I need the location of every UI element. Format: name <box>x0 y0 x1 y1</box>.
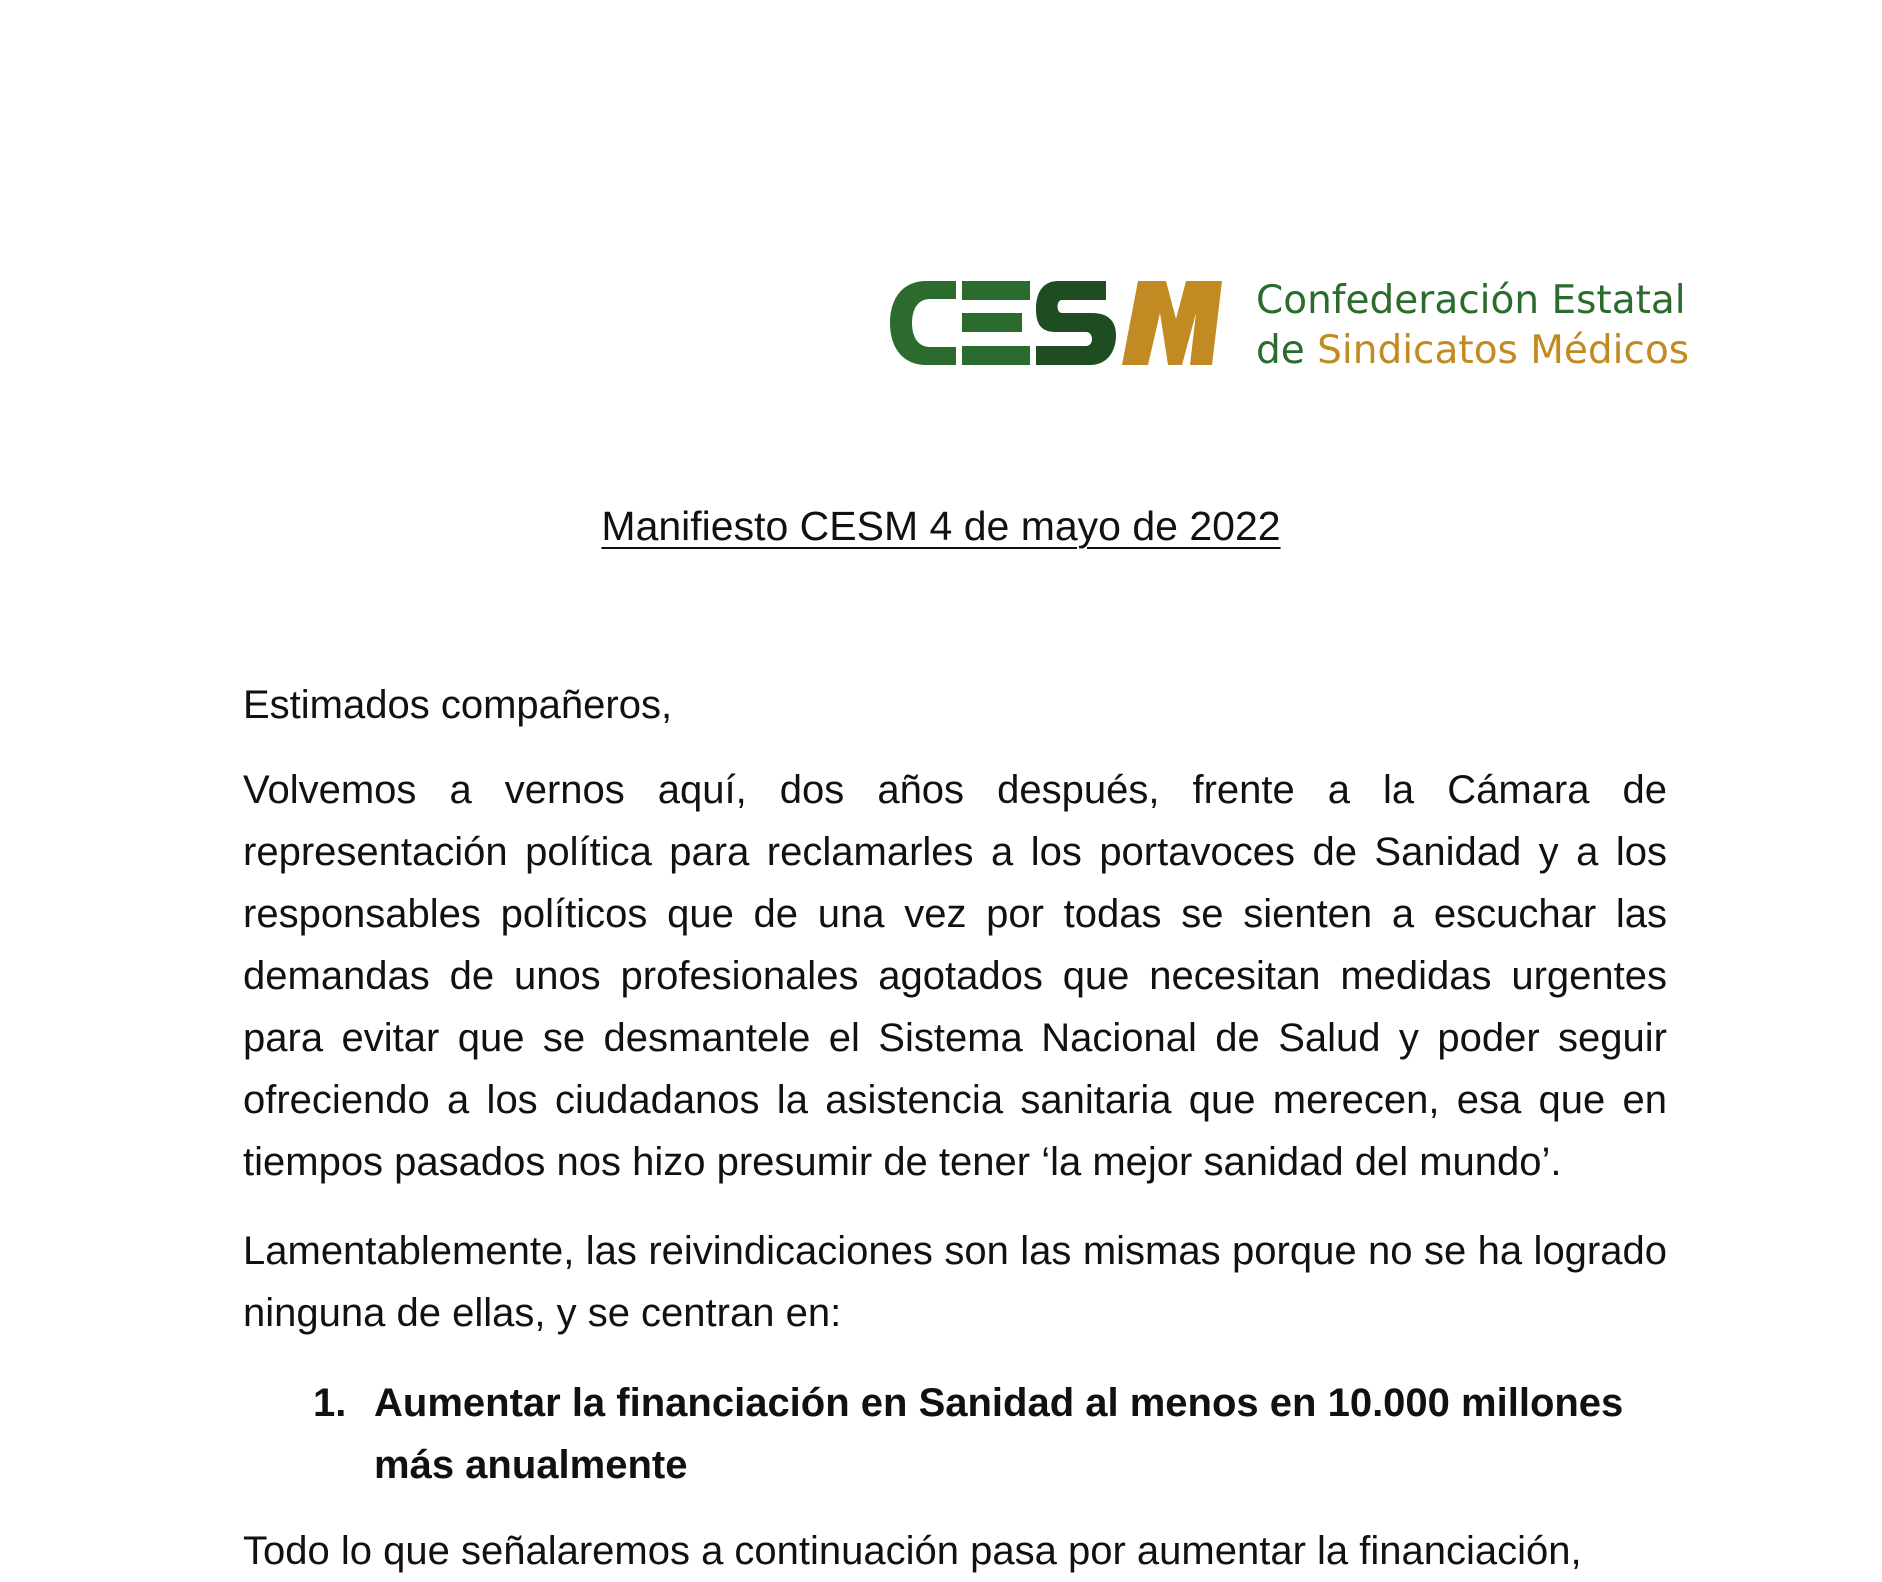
paragraph-3: Todo lo que señalaremos a continuación pasa por aumentar la financiación, <box>243 1529 1582 1573</box>
tagline-line-2 <box>1256 326 1689 376</box>
paragraph-1: Volvemos a vernos aquí, dos años después, frente a la Cámara de representación política para reclamarles a los portavoces de Sanidad y a los responsables políticos que de una vez por todas se sienten a escuchar las demandas de unos profesionales agotados que necesitan medidas urgentes para evitar que se desmantele el Sistema Nacional de Salud y poder seguir ofreciendo a los ciudadanos la asistencia sanitaria que merecen, esa que en tiempos pasados nos hizo presumir de tener ‘la mejor sanidad del mundo’. <box>243 768 1667 1184</box>
logo-tagline <box>1256 276 1689 376</box>
list-item-text: Aumentar la financiación en Sanidad al menos en 10.000 millones más anualmente <box>374 1381 1624 1487</box>
list-item-number: 1. <box>313 1381 347 1425</box>
document-title <box>0 498 1882 554</box>
document-title-text: Manifiesto CESM 4 de mayo de 2022 <box>601 503 1281 549</box>
tagline-sindicatos: Sindicatos Médicos <box>1317 328 1690 373</box>
tagline-line-1: Confederación Estatal <box>1256 278 1686 323</box>
cesm-logo <box>886 268 1690 378</box>
tagline-de: de <box>1256 328 1305 373</box>
cesm-wordmark-icon <box>886 273 1226 373</box>
greeting: Estimados compañeros, <box>243 683 673 727</box>
paragraph-2: Lamentablemente, las reivindicaciones son las mismas porque no se ha logrado ninguna de ellas, y se centran en: <box>243 1229 1667 1335</box>
